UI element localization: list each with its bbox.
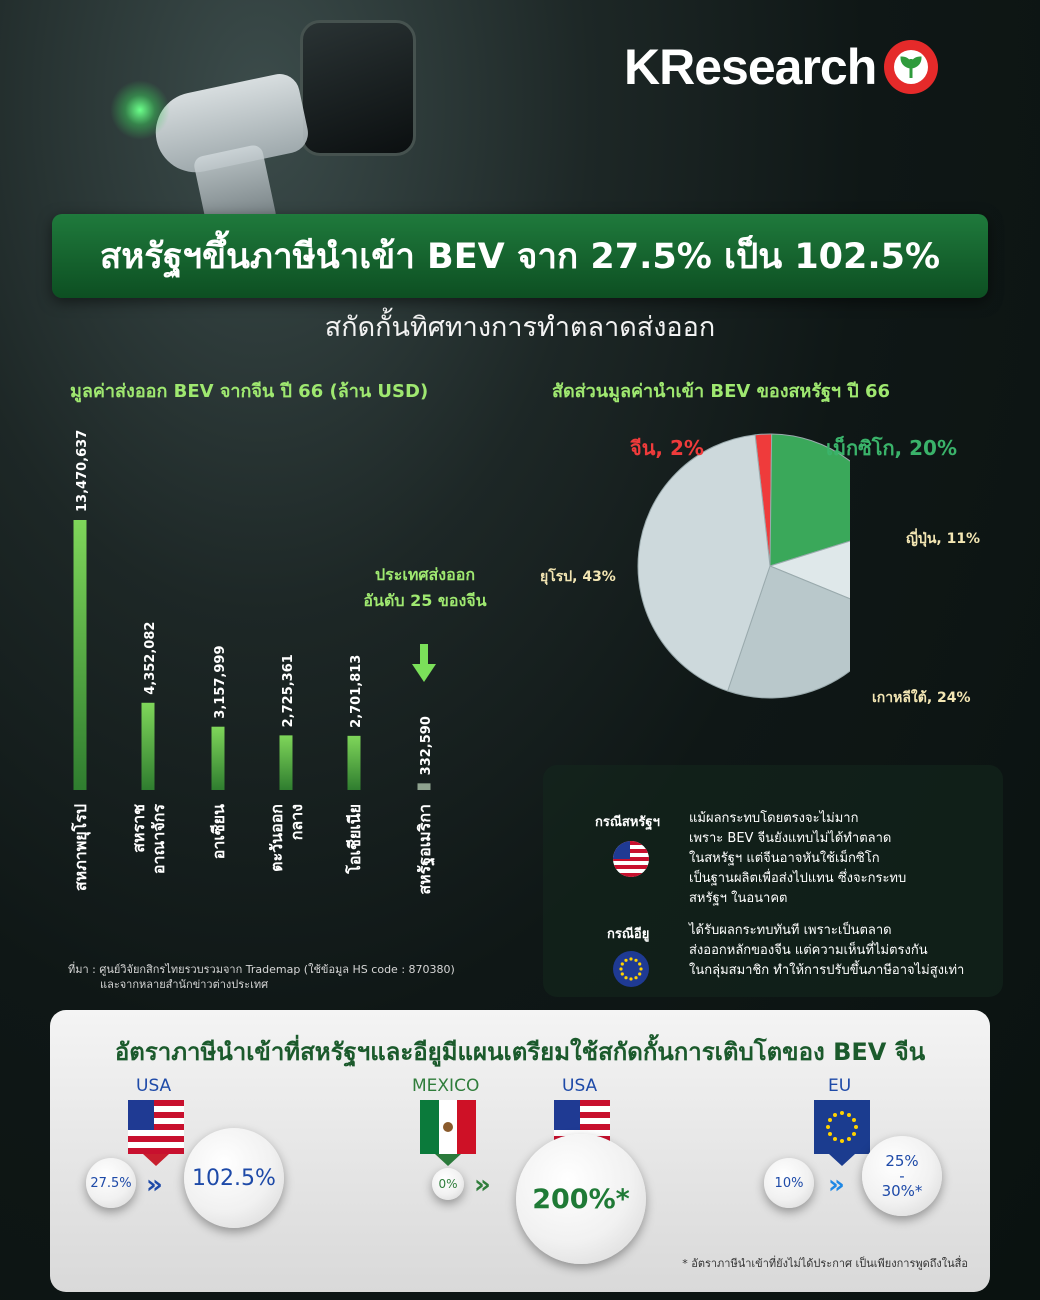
- mexico-chevron-icon: »: [474, 1170, 491, 1200]
- eu-case-line: ได้รับผลกระทบทันที เพราะเป็นตลาด: [689, 923, 892, 938]
- bar-category-label: สหภาพยุโรป: [71, 804, 90, 892]
- usa-mx-label: USA: [562, 1076, 598, 1096]
- bar-value-label: 4,352,082: [143, 621, 158, 695]
- mexico-label: MEXICO: [412, 1076, 480, 1096]
- bar-category-label: อาเซียน: [209, 804, 228, 860]
- charging-port-image: [300, 20, 416, 156]
- usa-new-rate: 102.5%: [184, 1128, 284, 1228]
- green-led-glow: [110, 80, 170, 140]
- us-case-line: ในสหรัฐฯ แต่จีนอาจหันใช้เม็กซิโก: [689, 851, 880, 866]
- headline-subtitle: สกัดกั้นทิศทางการทำตลาดส่งออก: [324, 312, 716, 343]
- kresearch-logo: [624, 38, 938, 96]
- eu-current-rate: 10%: [764, 1158, 814, 1208]
- mexico-current-rate: 0%: [432, 1168, 464, 1200]
- bar-5: [418, 783, 431, 790]
- bar-category-label: กลาง: [287, 804, 306, 841]
- eu-new-rate-bottom: 30%*: [881, 1181, 923, 1200]
- eu-case-title: กรณีอียู: [607, 927, 650, 942]
- eu-new-rate-dash: -: [899, 1166, 905, 1185]
- impact-cases-panel: [543, 765, 1003, 997]
- bar-value-label: 332,590: [419, 716, 434, 776]
- eu-flag-icon: [613, 951, 649, 987]
- source-line-1: ที่มา : ศูนย์วิจัยกสิกรไทยรวบรวมจาก Trademap (ใช้ข้อมูล HS code : 870380): [68, 963, 455, 976]
- bar-category-label: โอเชียเนีย: [345, 804, 364, 874]
- bar-category-label: อาณาจักร: [149, 804, 168, 875]
- eu-case-line: ในกลุ่มสมาชิก ทำให้การปรับขึ้นภาษีอาจไม่สูงเท่า: [689, 963, 965, 978]
- bar-1: [142, 703, 155, 790]
- bar-0: [74, 520, 87, 790]
- usa-label: USA: [136, 1076, 172, 1096]
- eu-case-line: ส่งออกหลักของจีน แต่ความเห็นที่ไม่ตรงกัน: [689, 943, 928, 958]
- eu-new-rate: [862, 1136, 942, 1216]
- pie-label-japan: ญี่ปุ่น, 11%: [906, 531, 981, 547]
- usa-mx-new-rate: 200%*: [516, 1134, 646, 1264]
- bar-category-label: สหราช: [129, 804, 148, 853]
- us-case-line: เป็นฐานผลิตเพื่อส่งไปแทน ซึ่งจะกระทบ: [689, 871, 907, 886]
- pie-label-korea: เกาหลีใต้, 24%: [872, 690, 971, 706]
- export-bar-chart: [0, 400, 520, 940]
- bar-2: [212, 727, 225, 790]
- bar-value-label: 2,725,361: [281, 654, 296, 728]
- eu-new-rate-top: 25%: [885, 1151, 919, 1170]
- bar-3: [280, 735, 293, 790]
- us-case-line: สหรัฐฯ ในอนาคต: [689, 891, 788, 906]
- eu-chevron-icon: »: [828, 1170, 845, 1200]
- tariff-panel: [50, 1010, 990, 1292]
- bar-category-label: สหรัฐอเมริกา: [415, 804, 434, 895]
- bar-4: [348, 736, 361, 790]
- source-line-2: และจากหลายสำนักข่าวต่างประเทศ: [100, 978, 269, 991]
- us-case-line: เพราะ BEV จีนยังแทบไม่ได้ทำตลาด: [689, 831, 892, 846]
- tariff-footnote: * อัตราภาษีนำเข้าที่ยังไม่ได้ประกาศ เป็นเพียงการพูดถึงในสื่อ: [682, 1257, 968, 1270]
- usa-flag-icon: [128, 1100, 184, 1154]
- us-case-text: [689, 809, 989, 909]
- pie-label-europe: ยุโรป, 43%: [540, 569, 616, 585]
- source-note: [68, 962, 455, 992]
- headline-title: สหรัฐฯขึ้นภาษีนำเข้า BEV จาก 27.5% เป็น 102.5%: [99, 236, 941, 277]
- annotation-line-2: อันดับ 25 ของจีน: [363, 591, 487, 610]
- bar-chart-title: มูลค่าส่งออก BEV จากจีน ปี 66 (ล้าน USD): [70, 381, 429, 402]
- eu-case-text: [689, 921, 999, 981]
- pie-label-china: จีน, 2%: [630, 436, 704, 460]
- bar-value-label: 13,470,637: [75, 429, 90, 512]
- rank-annotation: [340, 562, 510, 614]
- usa-chevron-icon: »: [146, 1170, 163, 1200]
- pie-label-mexico: เม็กซิโก, 20%: [826, 436, 957, 460]
- mexico-flag-icon: [420, 1100, 476, 1154]
- headline-banner: [52, 214, 988, 298]
- tariff-panel-title: อัตราภาษีนำเข้าที่สหรัฐฯและอียูมีแผนเตรียมใช้สกัดกั้นการเติบโตของ BEV จีน: [114, 1038, 926, 1066]
- annotation-line-1: ประเทศส่งออก: [375, 565, 475, 584]
- us-case-line: แม้ผลกระทบโดยตรงจะไม่มาก: [689, 811, 859, 826]
- bar-value-label: 2,701,813: [349, 654, 364, 728]
- eu-flag-icon-large: [814, 1100, 870, 1154]
- bar-value-label: 3,157,999: [213, 645, 228, 719]
- kasikorn-leaf-icon: [884, 40, 938, 94]
- pie-chart-title: สัดส่วนมูลค่านำเข้า BEV ของสหรัฐฯ ปี 66: [552, 381, 891, 402]
- logo-text: KResearch: [624, 39, 877, 95]
- bar-category-label: ตะวันออก: [267, 804, 286, 872]
- down-arrow-icon: [412, 644, 436, 684]
- usa-current-rate: 27.5%: [86, 1158, 136, 1208]
- us-flag-icon: [613, 841, 649, 877]
- us-case-title: กรณีสหรัฐฯ: [595, 815, 660, 830]
- eu-label: EU: [828, 1076, 852, 1096]
